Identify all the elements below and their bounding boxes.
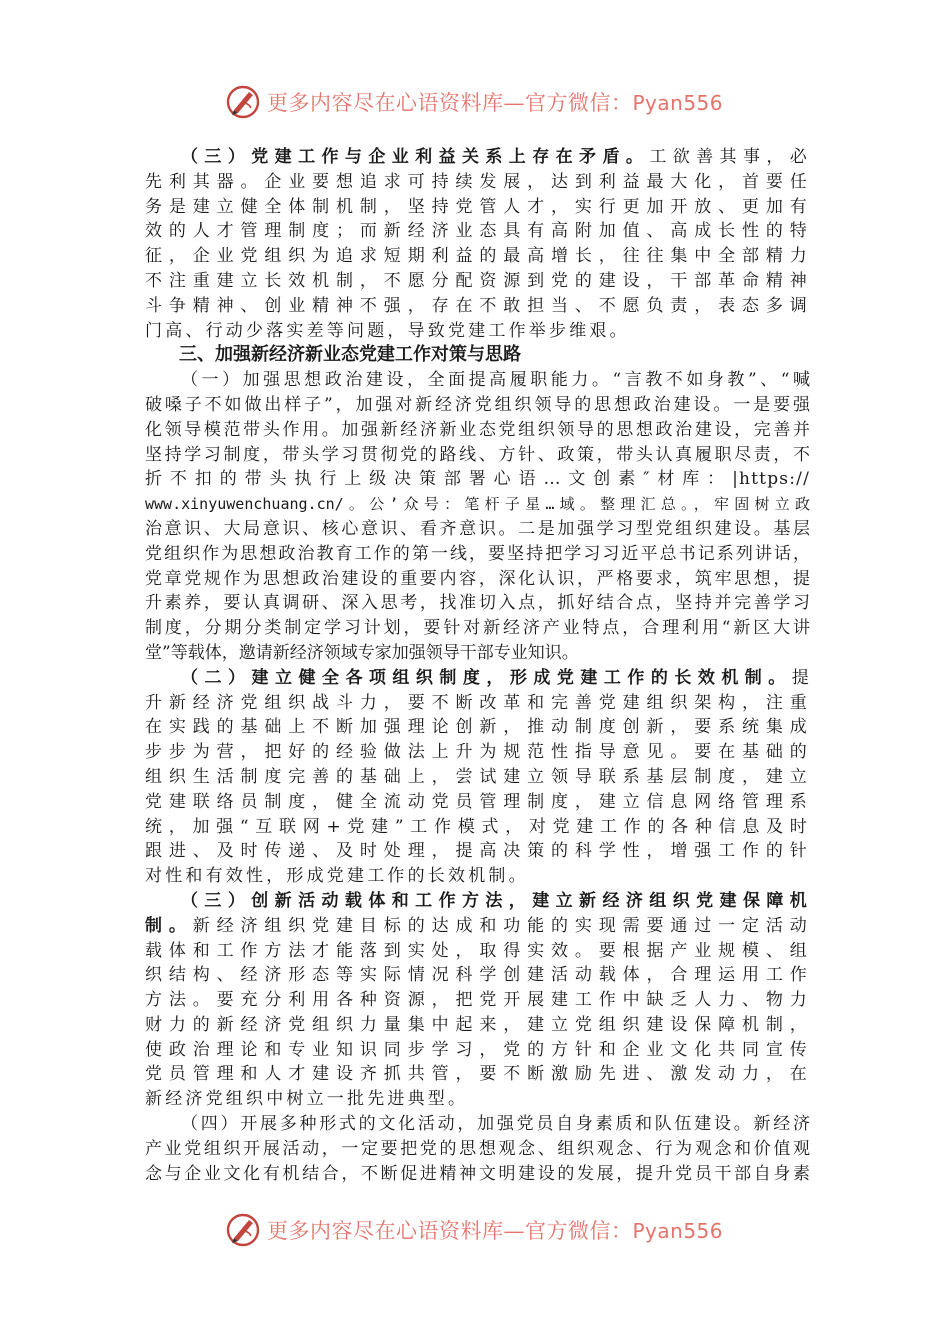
pen-leaf-logo-icon xyxy=(225,1212,261,1248)
paragraph-line: （三）党建工作与企业利益关系上存在矛盾。工欲善其事，必 xyxy=(181,147,810,167)
paragraph-line: 制度，分期分类制定学习计划，要针对新经济产业特点，合理利用“新区大讲 xyxy=(145,618,810,639)
paragraph-line: （二）建立健全各项组织制度，形成党建工作的长效机制。提 xyxy=(181,667,810,688)
paragraph-line: 统，加强“互联网+党建”工作模式，对党建工作的各种信息及时 xyxy=(145,816,810,837)
paragraph-line: 治意识、大局意识、核心意识、看齐意识。二是加强学习型党组织建设。基层 xyxy=(145,518,810,539)
paragraph-line: 务是建立健全体制机制，坚持党管人才，实行更加开放、更加有 xyxy=(145,196,810,217)
paragraph-line: 对性和有效性，形成党建工作的长效机制。 xyxy=(145,866,529,887)
paragraph-line: 堂”等载体，邀请新经济领域专家加强领导干部专业知识。 xyxy=(145,642,579,663)
paragraph-line: 方法。要充分利用各种资源，把党开展建工作中缺乏人力、物力 xyxy=(145,990,810,1011)
banner-text: 更多内容尽在心语资料库—官方微信：Pyan556 xyxy=(267,1219,724,1243)
paragraph-line: 产业党组织开展活动，一定要把党的思想观念、组织观念、行为观念和价值观 xyxy=(145,1138,810,1159)
paragraph-line: （一）加强思想政治建设，全面提高履职能力。“言教不如身教”、“喊 xyxy=(181,370,810,391)
paragraph-line: 财力的新经济党组织力量集中起来，建立党组织建设保障机制， xyxy=(145,1014,810,1035)
paragraph-line: www.xinyuwenchuang.cn/。公’众号：笔杆子星…域。整理汇总。，牢固树立政 xyxy=(145,495,810,514)
header-watermark-banner xyxy=(225,82,745,122)
pen-leaf-logo-icon xyxy=(225,84,261,120)
paragraph-line: 党章党规作为思想政治建设的重要内容，深化认识，严格要求，筑牢思想，提 xyxy=(145,568,810,589)
paragraph-line: 破嗓子不如做出样子”，加强对新经济党组织领导的思想政治建设。一是要强 xyxy=(145,394,810,415)
paragraph-line: 在实践的基础上不断加强理论创新，推动制度创新，要系统集成 xyxy=(145,717,810,738)
section-heading: 三、加强新经济新业态党建工作对策与思路 xyxy=(179,344,521,366)
paragraph-line: 党建联络员制度，健全流动党员管理制度，建立信息网络管理系 xyxy=(145,791,810,812)
paragraph-line: 不注重建立长效机制，不愿分配资源到党的建设，干部革命精神 xyxy=(145,270,810,291)
footer-watermark-banner xyxy=(225,1210,745,1250)
paragraph-line: 载体和工作方法才能落到实处，取得实效。要根据产业规模、组 xyxy=(145,940,810,961)
paragraph-line: 步步为营，把好的经验做法上升为规范性指导意见。要在基础的 xyxy=(145,742,810,763)
banner-text: 更多内容尽在心语资料库—官方微信：Pyan556 xyxy=(267,91,724,115)
paragraph-line: 制。新经济组织党建目标的达成和功能的实现需要通过一定活动 xyxy=(145,915,810,936)
paragraph-line: 升素养，要认真调研、深入思考，找准切入点，抓好结合点，坚持并完善学习 xyxy=(145,593,810,614)
paragraph-line: 党组织作为思想政治教育工作的第一线，要坚持把学习习近平总书记系列讲话， xyxy=(145,543,810,564)
paragraph-line: 使政治理论和专业知识同步学习，党的方针和企业文化共同宣传 xyxy=(145,1039,810,1060)
paragraph-line: 先利其器。企业要想追求可持续发展，达到利益最大化，首要任 xyxy=(145,171,810,192)
paragraph-line: 坚持学习制度，带头学习贯彻党的路线、方针、政策，带头认真履职尽责，不 xyxy=(145,444,810,465)
paragraph-line: 新经济党组织中树立一批先进典型。 xyxy=(145,1089,469,1110)
paragraph-line: （四）开展多种形式的文化活动，加强党员自身素质和队伍建设。新经济 xyxy=(181,1114,810,1135)
paragraph-line: 念与企业文化有机结合，不断促进精神文明建设的发展，提升党员干部自身素 xyxy=(145,1163,810,1184)
paragraph-line: 效的人才管理制度；而新经济业态具有高附加值、高成长性的特 xyxy=(145,221,810,242)
paragraph-line: （三）创新活动载体和工作方法，建立新经济组织党建保障机 xyxy=(181,890,810,911)
paragraph-line: 党员管理和人才建设齐抓共管，要不断激励先进、激发动力，在 xyxy=(145,1064,810,1085)
document-body xyxy=(145,145,810,1186)
paragraph-line: 跟进、及时传递、及时处理，提高决策的科学性，增强工作的针 xyxy=(145,841,810,862)
paragraph-line: 组织生活制度完善的基础上，尝试建立领导联系基层制度，建立 xyxy=(145,766,810,787)
paragraph-line: 征，企业党组织为追求短期利益的最高增长，往往集中全部精力 xyxy=(145,246,810,267)
paragraph-line: 化领导模范带头作用。加强新经济新业态党组织领导的思想政治建设，完善并 xyxy=(145,419,810,440)
paragraph-line: 折不扣的带头执行上级决策部署心语…文创素″材库：|https:// xyxy=(145,469,810,490)
paragraph-line: 斗争精神、创业精神不强，存在不敢担当、不愿负责，表态多调 xyxy=(145,295,810,316)
paragraph-line: 升新经济党组织战斗力，要不断改革和完善党建组织架构，注重 xyxy=(145,692,810,713)
paragraph-line: 织结构、经济形态等实际情况科学创建活动载体，合理运用工作 xyxy=(145,965,810,986)
paragraph-line: 门高、行动少落实差等问题，导致党建工作举步维艰。 xyxy=(145,320,630,341)
